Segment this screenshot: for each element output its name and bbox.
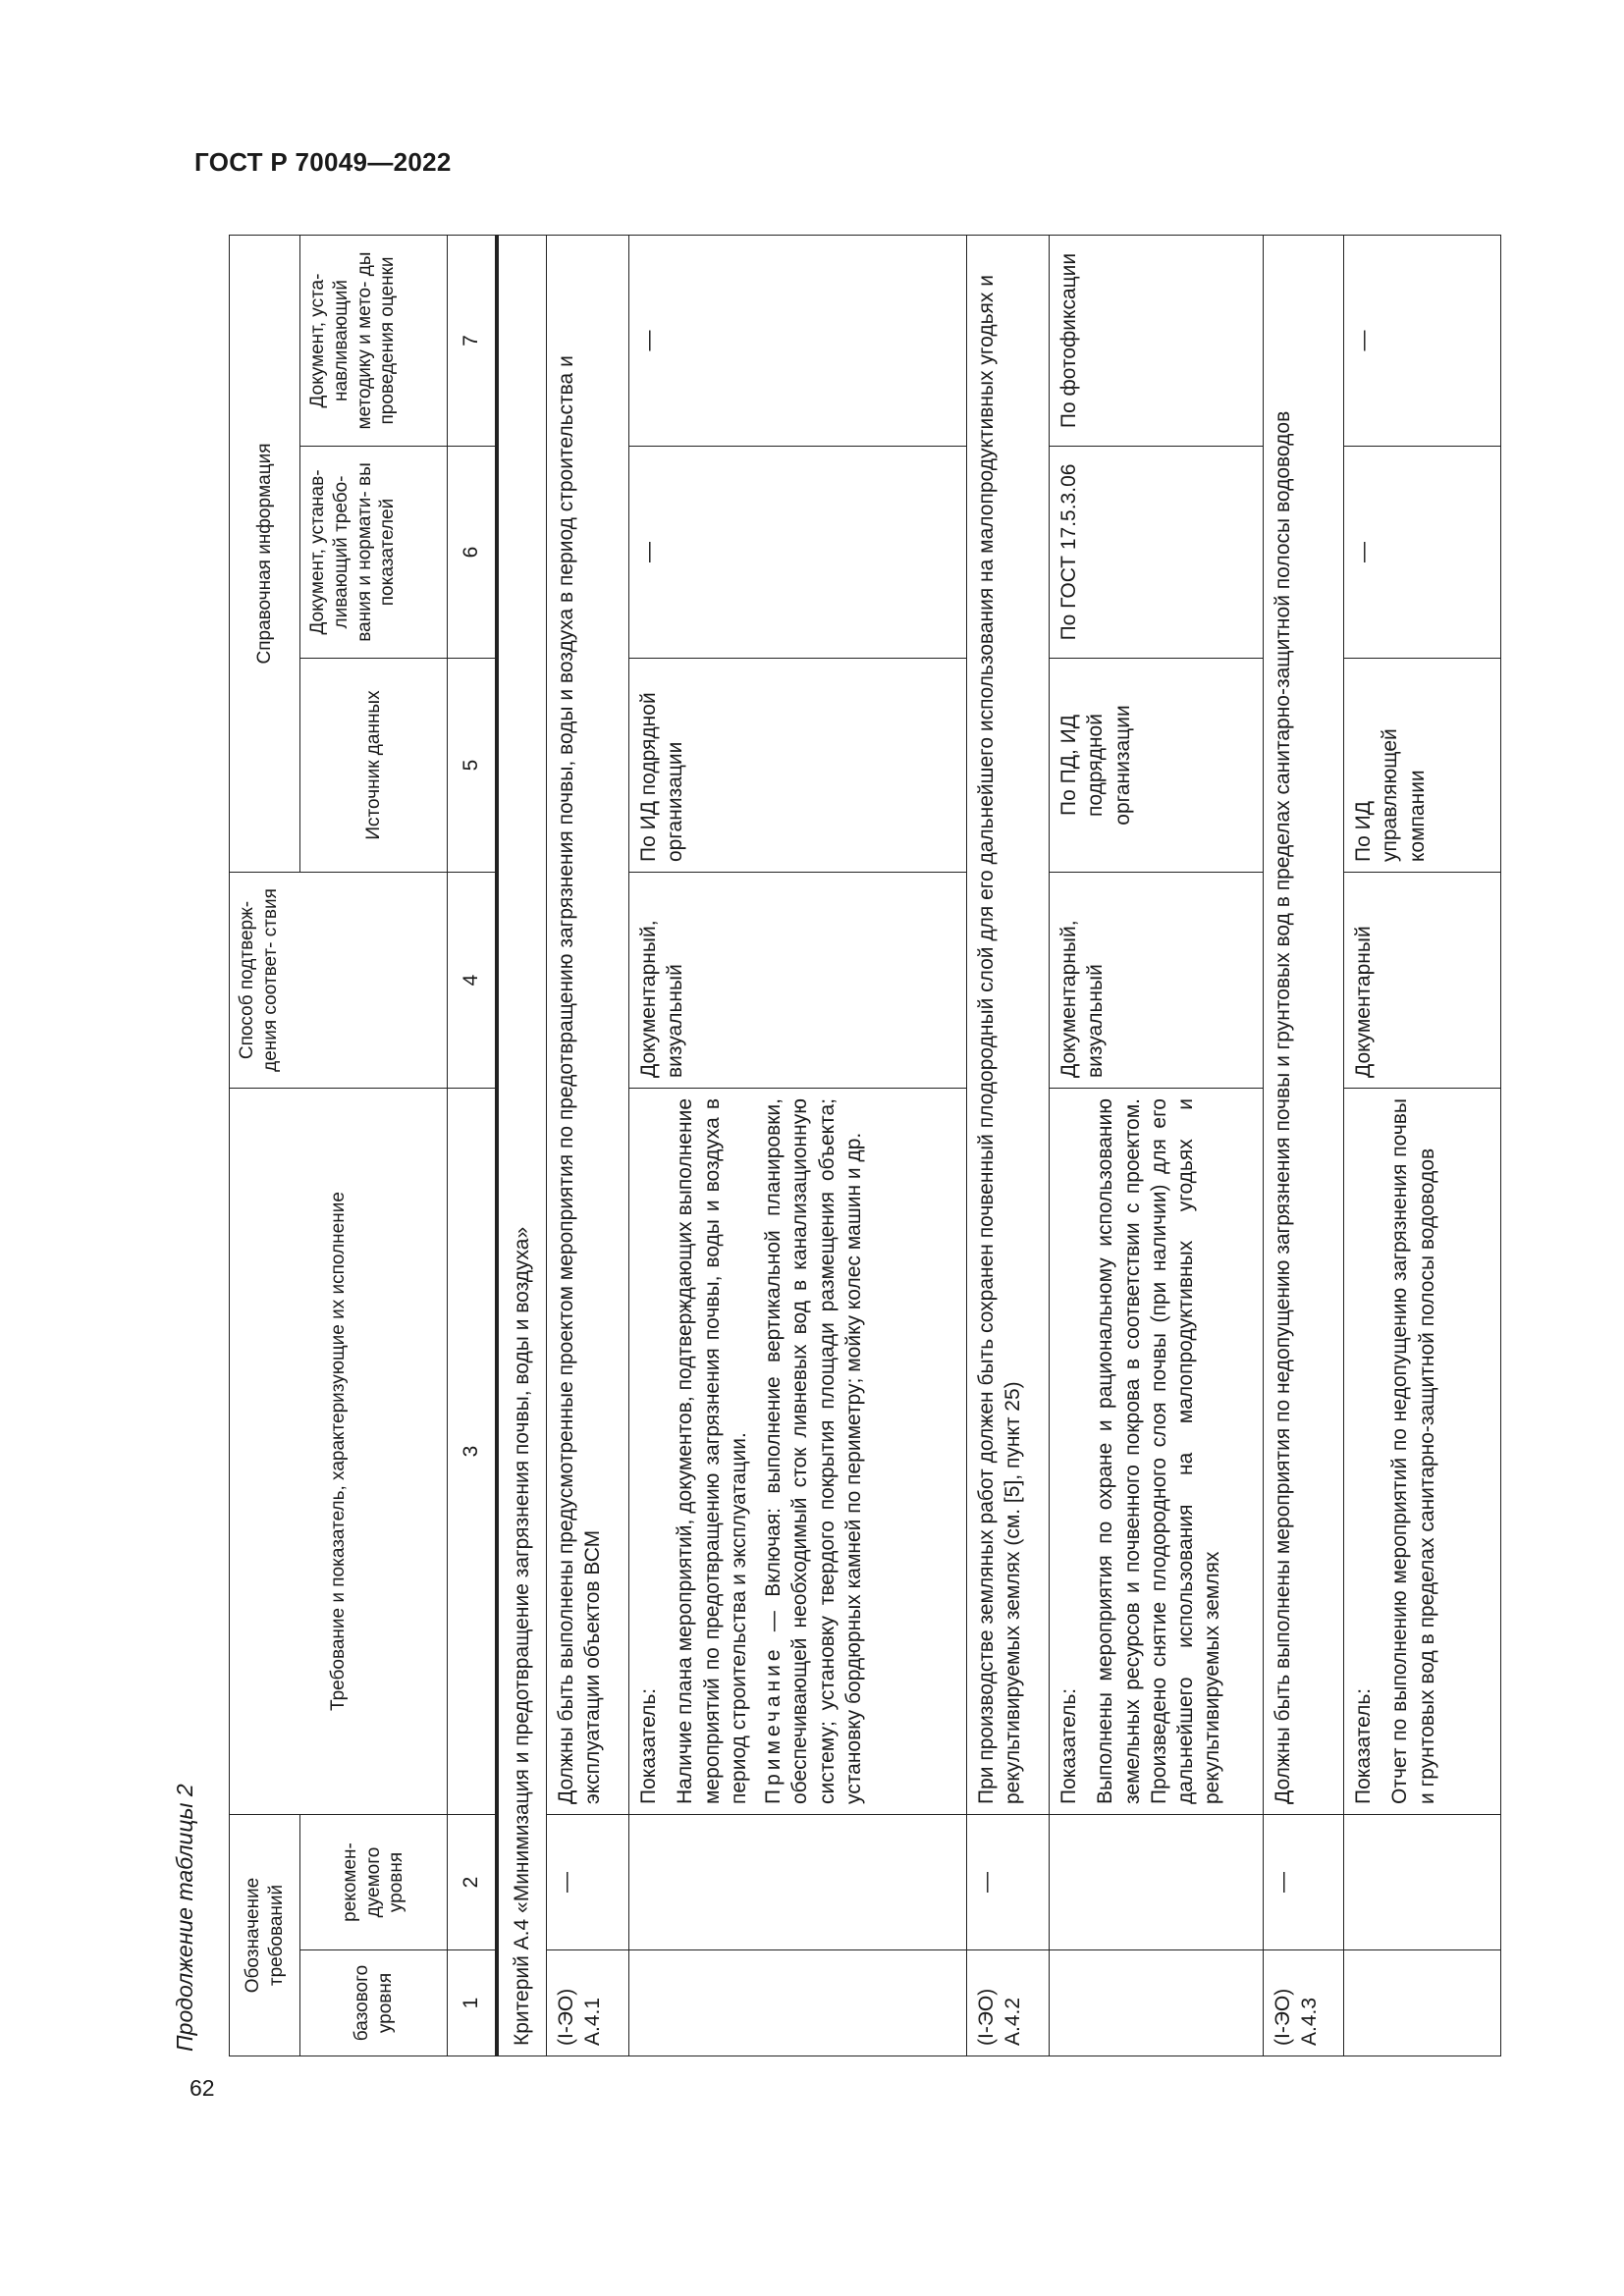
- recommended-level-value: —: [1264, 1815, 1344, 1950]
- table-row: [1050, 236, 1264, 2056]
- requirements-table: [229, 235, 1501, 2056]
- method-value: Документарный, визуальный: [1050, 873, 1264, 1089]
- doc-method-value: —: [629, 236, 967, 447]
- indicator-text: Отчет по выполнению мероприятий по недопущению загрязнения почвы и грунтовых вод в пределах санитарно-защитной полосы водоводов: [1388, 1098, 1438, 1804]
- empty-cell: [1050, 1950, 1264, 2056]
- doc-requirements-header: Документ, устанав- ливающий требо- вания и нормати- вы показателей: [300, 447, 448, 659]
- requirement-text: Должны быть выполнены предусмотренные проектом мероприятия по предотвращению загрязнения почвы, воды и воздуха в период строительства и эксплуатации объектов ВСМ: [547, 236, 629, 1815]
- indicator-cell: [1344, 1089, 1501, 1815]
- note-text: — Включая: выполнение вертикальной планировки, обеспечивающей необходимый сток ливневых вод в канализационную систему; установку твердого покрытия площади размещения объекта; установку бордюрных камней по периметру; мойку колес машин и др.: [762, 1098, 866, 1804]
- requirement-text: При производстве земляных работ должен быть сохранен почвенный плодородный слой для его дальнейшего использования на малопродуктивных угодьях и рекультивируемых землях (см. [5], пункт 25): [967, 236, 1050, 1815]
- source-header: Источник данных: [300, 659, 448, 873]
- requirement-text: Должны быть выполнены мероприятия по недопущению загрязнения почвы и грунтовых вод в пределах санитарно-защитной полосы водоводов: [1264, 236, 1344, 1815]
- base-level-code: (I-ЭО) А.4.3: [1264, 1950, 1344, 2056]
- indicator-text: Наличие плана мероприятий, документов, подтверждающих выполнение мероприятий по предотвращению загрязнения почвы, воды и воздуха в период строительства и эксплуатации.: [674, 1098, 750, 1804]
- column-number: 1: [448, 1950, 497, 2056]
- requirement-header: Требование и показатель, характеризующие их исполнение: [230, 1089, 448, 1815]
- table-row: [1344, 236, 1501, 2056]
- criterion-row: [497, 236, 547, 2056]
- source-value: По ИД подрядной организации: [629, 659, 967, 873]
- table-row: [547, 236, 629, 2056]
- indicator-cell: [629, 1089, 967, 1815]
- method-value: Документарный, визуальный: [629, 873, 967, 1089]
- column-number: 6: [448, 447, 497, 659]
- doc-requirements-value: —: [629, 447, 967, 659]
- recommended-level-value: —: [967, 1815, 1050, 1950]
- column-number: 5: [448, 659, 497, 873]
- indicator-text: Выполнены мероприятия по охране и рациональному использованию земельных ресурсов и почвенного покрова в соответствии с проектом. Произведено снятие плодородного слоя почвы (при наличии) для его дальнейшего использования на малопродуктивных угодьях и рекультивируемых землях: [1094, 1098, 1224, 1804]
- indicator-label: Показатель:: [637, 1687, 660, 1804]
- table-row: [629, 236, 967, 2056]
- column-number: 4: [448, 873, 497, 1089]
- indicator-label: Показатель:: [1057, 1687, 1080, 1804]
- doc-requirements-value: По ГОСТ 17.5.3.06: [1050, 447, 1264, 659]
- empty-cell: [1050, 1815, 1264, 1950]
- indicator-label: Показатель:: [1352, 1687, 1375, 1804]
- table-row: [967, 236, 1050, 2056]
- method-value: Документарный: [1344, 873, 1501, 1089]
- base-level-header: базового уровня: [300, 1950, 448, 2056]
- doc-method-header: Документ, уста- навливающий методику и мето- ды проведения оценки: [300, 236, 448, 447]
- indicator-cell: [1050, 1089, 1264, 1815]
- note: [760, 1098, 867, 1804]
- column-number: 2: [448, 1815, 497, 1950]
- source-value: По ИД управляющей компании: [1344, 659, 1501, 873]
- document-header: ГОСТ Р 70049—2022: [194, 147, 452, 177]
- source-value: По ПД, ИД подрядной организации: [1050, 659, 1264, 873]
- reference-header: Справочная информация: [230, 236, 300, 873]
- empty-cell: [1344, 1950, 1501, 2056]
- recommended-level-value: —: [547, 1815, 629, 1950]
- column-number: 7: [448, 236, 497, 447]
- column-number: 3: [448, 1089, 497, 1815]
- base-level-code: (I-ЭО) А.4.1: [547, 1950, 629, 2056]
- doc-requirements-value: —: [1344, 447, 1501, 659]
- recommended-level-header: рекомен- дуемого уровня: [300, 1815, 448, 1950]
- empty-cell: [1344, 1815, 1501, 1950]
- note-keyword: Примечание: [762, 1645, 785, 1804]
- table-continuation-caption: Продолжение таблицы 2: [172, 1784, 197, 2052]
- method-header: Способ подтверж- дения соответ- ствия: [230, 873, 448, 1089]
- criterion-title: Критерий А.4 «Минимизация и предотвращение загрязнения почвы, воды и воздуха»: [497, 236, 547, 2056]
- empty-cell: [629, 1815, 967, 1950]
- table-row: [1264, 236, 1344, 2056]
- base-level-code: (I-ЭО) А.4.2: [967, 1950, 1050, 2056]
- designation-header: Обозначение требований: [230, 1815, 300, 2056]
- column-number-row: [448, 236, 497, 2056]
- empty-cell: [629, 1950, 967, 2056]
- doc-method-value: —: [1344, 236, 1501, 447]
- doc-method-value: По фотофиксации: [1050, 236, 1264, 447]
- table-header-row: [230, 236, 300, 2056]
- page-number: 62: [189, 2075, 215, 2101]
